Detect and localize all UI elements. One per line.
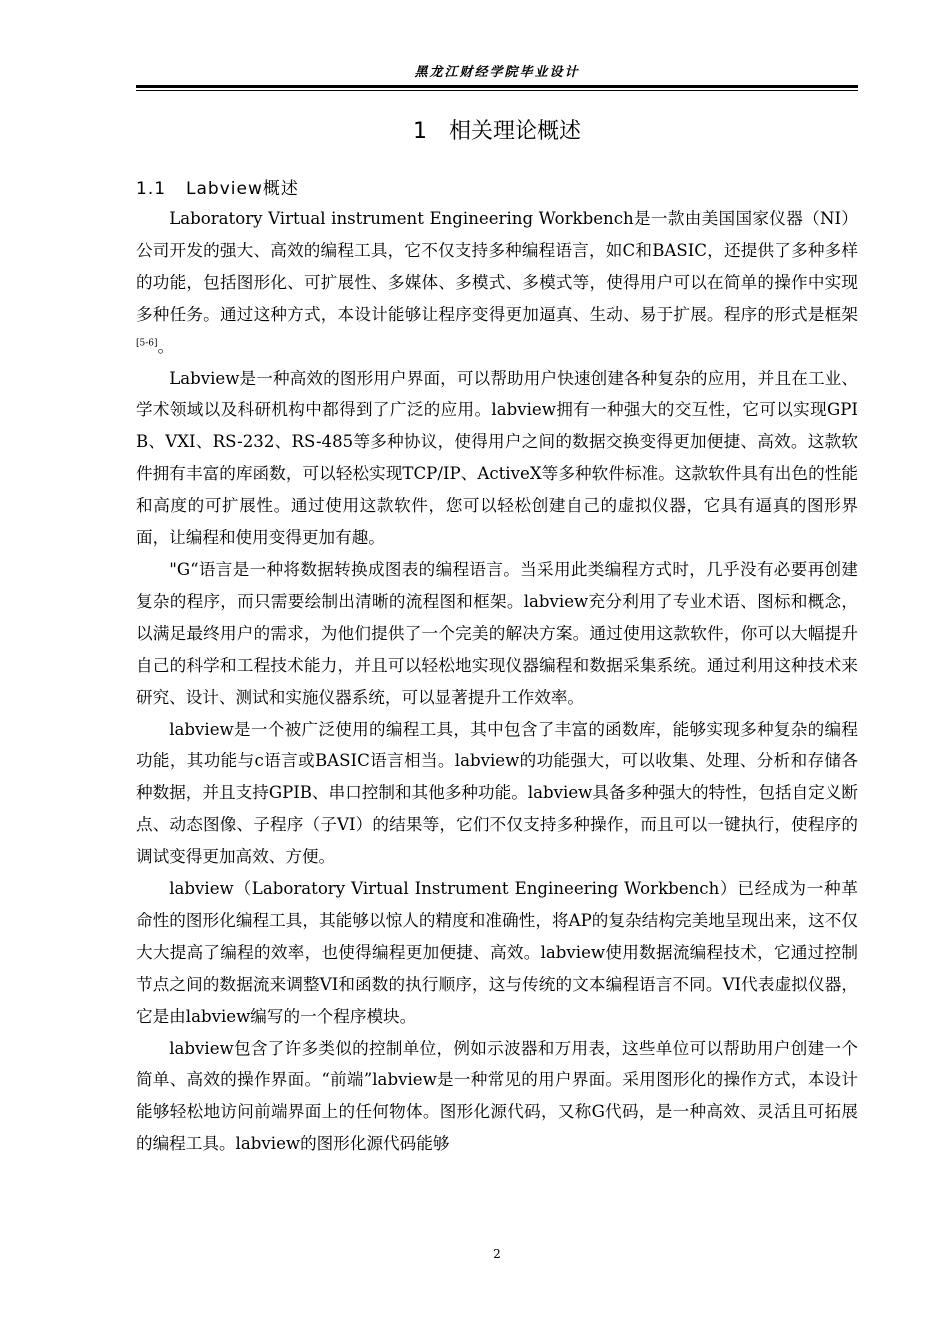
paragraph-1-suffix: 。 [157, 336, 175, 356]
page-number: 2 [493, 1247, 501, 1261]
citation-marker: [5-6] [136, 338, 158, 349]
paragraph-6: labview包含了许多类似的控制单位，例如示波器和万用表，这些单位可以帮助用户创建一个简单、高效的操作界面。“前端”labview是一种常见的用户界面。采用图形化的操作方式，本设计能够轻松地访问前端界面上的任何物体。图形化源代码，又称G代码，是一种高效、灵活且可拓展的编程工具。labview的图形化源代码能够 [136, 1038, 858, 1154]
chapter-title: 相关理论概述 [448, 119, 581, 144]
running-header: 黑龙江财经学院毕业设计 [414, 65, 580, 80]
paragraph-3: "G“语言是一种将数据转换成图表的编程语言。当采用此类编程方式时，几乎没有必要再创建复杂的程序，而只需要绘制出清晰的流程图和框架。labview充分利用了专业术语、图标和概念，以满足最终用户的需求，为他们提供了一个完美的解决方案。通过使用这款软件，你可以大幅提升自己的科学和工程技术能力，并且可以轻松地实现仪器编程和数据采集系统。通过利用这种技术来研究、设计、测试和实施仪器系统，可以显著提升工作效率。 [136, 559, 858, 707]
header-rule-thick [136, 85, 858, 88]
chapter-heading [136, 117, 858, 147]
chapter-number: 1 [412, 119, 427, 144]
paragraph-5: labview（Laboratory Virtual Instrument Engineering Workbench）已经成为一种革命性的图形化编程工具，其能够以惊人的精度和准确性，将AP的复杂结构完美地呈现出来，这不仅大大提高了编程的效率，也使得编程更加便捷、高效。labview使用数据流编程技术，它通过控制节点之间的数据流来调整VI和函数的执行顺序，这与传统的文本编程语言不同。VI代表虚拟仪器，它是由labview编写的一个程序模块。 [136, 879, 858, 1026]
paragraph-1-text: Laboratory Virtual instrument Engineering Workbench是一款由美国国家仪器（NI）公司开发的强大、高效的编程工具，它不仅支持多种编程语言，如C和BASIC，还提供了多种多样的功能，包括图形化、可扩展性、多媒体、多模式、多模式等，使得用户可以在简单的操作中实现多种任务。通过这种方式，本设计能够让程序变得更加逼真、生动、易于扩展。程序的形式是框架 [136, 209, 858, 324]
header-rule-thin [136, 90, 858, 91]
paragraph-2: Labview是一种高效的图形用户界面，可以帮助用户快速创建各种复杂的应用，并且在工业、学术领域以及科研机构中都得到了广泛的应用。labview拥有一种强大的交互性，它可以实现GPIB、VXI、RS-232、RS-485等多种协议，使得用户之间的数据交换变得更加便捷、高效。这款软件拥有丰富的库函数，可以轻松实现TCP/IP、ActiveX等多种软件标准。这款软件具有出色的性能和高度的可扩展性。通过使用这款软件，您可以轻松创建自己的虚拟仪器，它具有逼真的图形界面，让编程和使用变得更加有趣。 [136, 368, 858, 548]
body-text [136, 203, 858, 1160]
paragraph-1 [136, 203, 858, 363]
section-title: Labview概述 [186, 179, 299, 199]
section-heading [136, 177, 299, 201]
paragraph-4: labview是一个被广泛使用的编程工具，其中包含了丰富的函数库，能够实现多种复杂的编程功能，其功能与c语言或BASIC语言相当。labview的功能强大，可以收集、处理、分析和存储各种数据，并且支持GPIB、串口控制和其他多种功能。labview具备多种强大的特性，包括自定义断点、动态图像、子程序（子VI）的结果等，它们不仅支持多种操作，而且可以一键执行，使程序的调试变得更加高效、方便。 [136, 719, 858, 867]
section-number: 1.1 [136, 179, 167, 199]
